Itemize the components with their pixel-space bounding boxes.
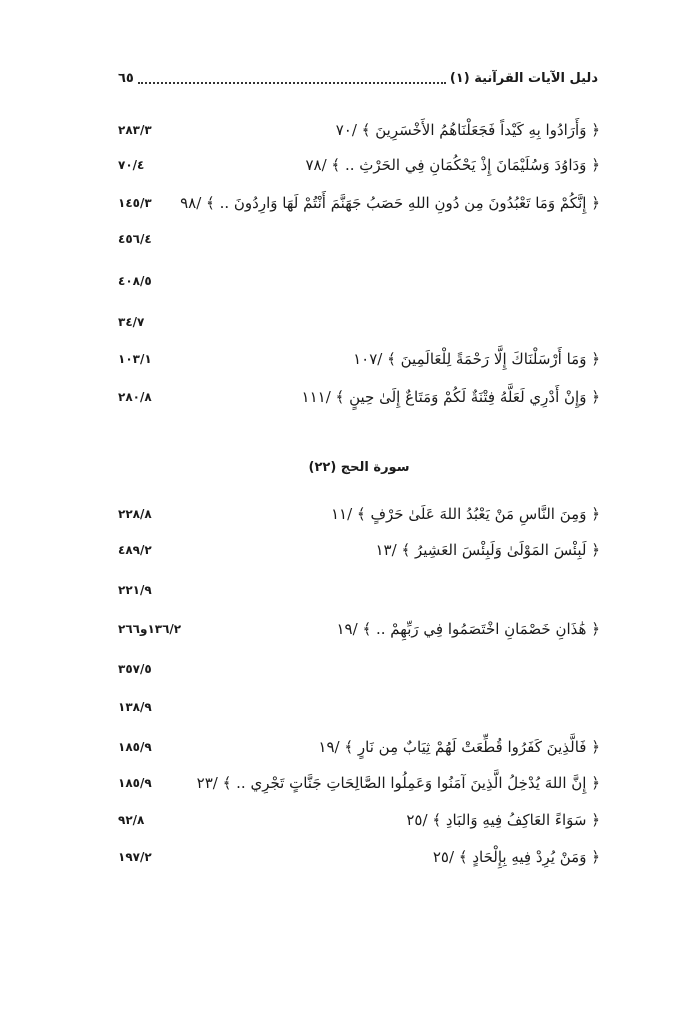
verse-text: ﴿ وَمِنَ النَّاسِ مَنْ يَعْبُدُ اللهَ عَلَىٰ حَرْفٍ ﴾ /١١ — [330, 505, 600, 523]
index-entry — [118, 226, 600, 252]
volume-page-ref: ٧٠/٤ — [118, 158, 145, 172]
volume-page-ref: ٢٢١/٩ — [118, 583, 152, 597]
index-entry — [118, 268, 600, 294]
verse-text: ﴿ وَإِنْ أَدْرِي لَعَلَّهُ فِتْنَةٌ لَكُمْ وَمَتَاعٌ إِلَىٰ حِينٍ ﴾ /١١١ — [301, 388, 600, 406]
index-entry — [118, 117, 600, 143]
volume-page-ref: ١٤٥/٣ — [118, 196, 152, 210]
verse-text: ﴿ إِنَّ اللهَ يُدْخِلُ الَّذِينَ آمَنُوا وَعَمِلُوا الصَّالِحَاتِ جَنَّاتٍ تَجْرِي .. ﴾ /٢٣ — [196, 774, 600, 792]
index-entry — [118, 656, 600, 682]
verse-text: ﴿ هَٰذَانِ خَصْمَانِ اخْتَصَمُوا فِي رَبِّهِمْ .. ﴾ /١٩ — [336, 620, 600, 638]
index-entry — [118, 152, 600, 178]
index-entry — [118, 537, 600, 563]
volume-page-ref: ٩٢/٨ — [118, 813, 145, 827]
verse-text: ﴿ وَدَاوُدَ وَسُلَيْمَانَ إِذْ يَحْكُمَانِ فِي الحَرْثِ .. ﴾ /٧٨ — [305, 156, 600, 174]
verse-text: ﴿ إِنَّكُمْ وَمَا تَعْبُدُونَ مِن دُونِ اللهِ حَصَبُ جَهَنَّمَ أَنْتُمْ لَهَا وَارِدُونَ .. ﴾ /٩٨ — [180, 194, 600, 212]
index-entry — [118, 694, 600, 720]
leader-dots — [138, 72, 446, 84]
volume-page-ref: ١٩٧/٢ — [118, 850, 152, 864]
page-number: ٦٥ — [118, 70, 134, 86]
index-entry — [118, 807, 600, 833]
volume-page-ref: ٤٨٩/٢ — [118, 543, 152, 557]
verse-text: ﴿ وَمَا أَرْسَلْنَاكَ إِلَّا رَحْمَةً لِلْعَالَمِينَ ﴾ /١٠٧ — [353, 350, 600, 368]
index-entry — [118, 844, 600, 870]
section-title: سورة الحج (٢٢) — [308, 460, 410, 475]
volume-page-ref: ١٠٣/١ — [118, 352, 152, 366]
volume-page-ref: ١٨٥/٩ — [118, 776, 152, 790]
index-entry — [118, 501, 600, 527]
index-entry — [118, 616, 600, 642]
index-entry — [118, 309, 600, 335]
volume-page-ref: ١٨٥/٩ — [118, 740, 152, 754]
volume-page-ref: ٤٠٨/٥ — [118, 274, 152, 288]
header-title: دليل الآيات القرآنية (١) — [449, 70, 598, 86]
volume-page-ref: ١٣٨/٩ — [118, 700, 152, 714]
index-entry — [118, 734, 600, 760]
volume-page-ref: ٣٤/٧ — [118, 315, 145, 329]
verse-text: ﴿ وَأَرَادُوا بِهِ كَيْداً فَجَعَلْنَاهُمُ الأَخْسَرِينَ ﴾ /٧٠ — [335, 121, 600, 139]
volume-page-ref: ٤٥٦/٤ — [118, 232, 152, 246]
index-entry — [118, 190, 600, 216]
index-entry — [118, 770, 600, 796]
index-entry — [118, 384, 600, 410]
index-entry — [118, 346, 600, 372]
running-header — [118, 66, 598, 90]
verse-text: ﴿ سَوَاءً العَاكِفُ فِيهِ وَالبَادِ ﴾ /٢٥ — [406, 811, 600, 829]
verse-text: ﴿ فَالَّذِينَ كَفَرُوا قُطِّعَتْ لَهُمْ ثِيَابٌ مِن نَارٍ ﴾ /١٩ — [318, 738, 600, 756]
verse-text: ﴿ وَمَنْ يُرِدْ فِيهِ بِإِلْحَادٍ ﴾ /٢٥ — [432, 848, 600, 866]
volume-page-ref: ٢٢٨/٨ — [118, 507, 152, 521]
index-entry — [118, 577, 600, 603]
volume-page-ref: ٣٥٧/٥ — [118, 662, 152, 676]
volume-page-ref: ٢٨٠/٨ — [118, 390, 152, 404]
volume-page-ref: ٢٨٣/٣ — [118, 123, 152, 137]
volume-page-ref: ١٣٦/٢و٢٦٦ — [118, 622, 182, 636]
verse-text: ﴿ لَبِئْسَ المَوْلَىٰ وَلَبِئْسَ العَشِيرُ ﴾ /١٣ — [375, 541, 600, 559]
